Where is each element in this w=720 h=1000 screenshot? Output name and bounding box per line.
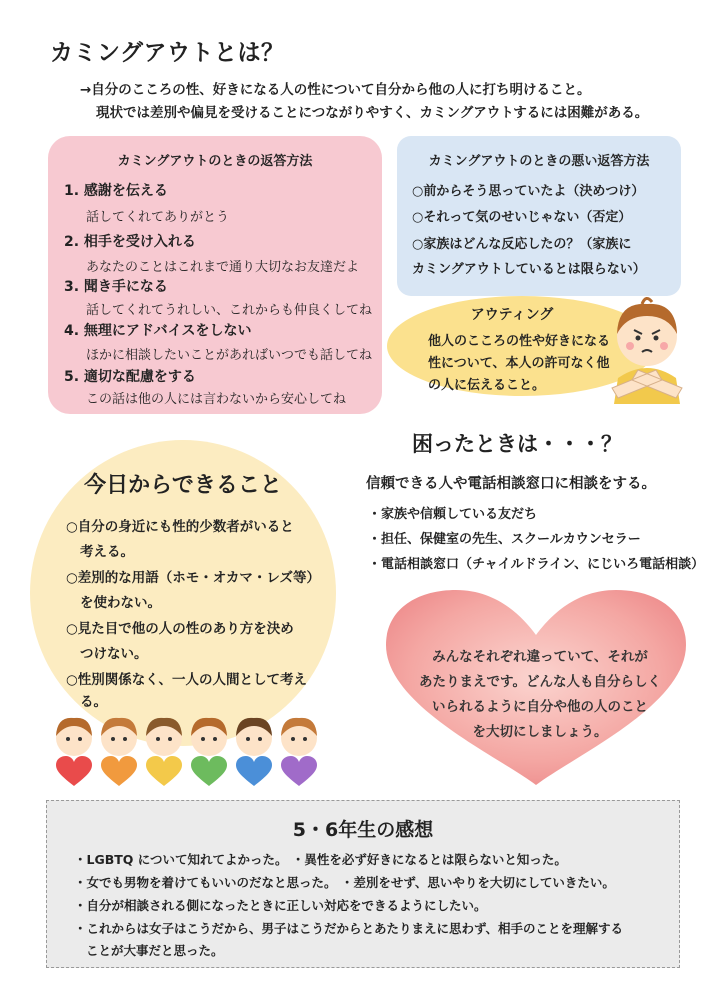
bad-response-item: カミングアウトしているとは限らない） xyxy=(412,262,646,277)
child-heart-icon xyxy=(236,718,272,786)
heart-text: いられるように自分や他の人のこと xyxy=(432,699,648,715)
good-response-example: あなたのことはこれまで通り大切なお友達だよ xyxy=(86,260,360,275)
today-text: つけない。 xyxy=(80,646,148,662)
outing-text: 性について、本人の許可なく他 xyxy=(428,356,610,371)
intro-line-1: →自分のこころの性、好きになる人の性について自分から他の人に打ち明けること。 xyxy=(80,82,591,98)
good-response-label: 4. 無理にアドバイスをしない xyxy=(64,323,252,339)
trouble-item: ・電話相談窓口（チャイルドライン、にじいろ電話相談） xyxy=(368,557,705,572)
bad-response-item: ○家族はどんな反応したの？（家族に xyxy=(412,237,632,252)
impression-item: ・自分が相談される側になったときに正しい対応をできるようにしたい。 xyxy=(74,898,487,913)
outing-text: 他人のこころの性や好きになる xyxy=(428,334,611,349)
heart-text: あたりまえです。どんな人も自分らしく xyxy=(419,674,661,690)
today-text: る。 xyxy=(80,694,107,710)
today-text: ○自分の身近にも性的少数者がいると xyxy=(66,519,294,535)
good-response-label: 2. 相手を受け入れる xyxy=(64,234,196,250)
child-heart-icon xyxy=(56,718,92,786)
page-title: カミングアウトとは？ xyxy=(50,40,285,66)
today-text: を使わない。 xyxy=(80,595,161,611)
today-text: ○性別関係なく、一人の人間として考え xyxy=(66,672,308,688)
trouble-item: ・家族や信頼している友だち xyxy=(368,507,538,522)
today-title: 今日からできること xyxy=(84,473,282,498)
impression-item: ・これからは女子はこうだから、男子はこうだからとあたりまえに思わず、相手のことを理解する xyxy=(74,921,624,936)
impression-item: ・LGBTQ について知れてよかった。 ・異性を必ず好きになるとは限らないと知った。 xyxy=(74,852,567,867)
impressions-title: 5・6年生の感想 xyxy=(292,819,434,841)
heart-text: みんなそれぞれ違っていて、それが xyxy=(432,649,648,665)
child-heart-icon xyxy=(281,718,317,786)
child-heart-icon xyxy=(101,718,137,786)
good-response-example: ほかに相談したいことがあればいつでも話してね xyxy=(86,348,373,363)
impression-item: ・女でも男物を着けてもいいのだなと思った。 ・差別をせず、思いやりを大切にしていきたい。 xyxy=(74,875,615,890)
trouble-main-text: 信頼できる人や電話相談窓口に相談をする。 xyxy=(366,476,656,492)
good-response-example: 話してくれてうれしい、これからも仲良くしてね xyxy=(86,303,373,318)
intro-line-2: 現状では差別や偏見を受けることにつながりやすく、カミングアウトするには困難がある。 xyxy=(96,105,649,121)
bad-responses-title: カミングアウトのときの悪い返答方法 xyxy=(428,154,650,169)
good-response-example: 話してくれてありがとう xyxy=(86,210,230,225)
good-responses-title: カミングアウトのときの返答方法 xyxy=(117,154,313,169)
good-response-label: 5. 適切な配慮をする xyxy=(64,369,196,385)
heart-text: を大切にしましょう。 xyxy=(472,724,608,740)
bad-response-item: ○それって気のせいじゃない（否定） xyxy=(412,210,632,225)
impression-item: ことが大事だと思った。 xyxy=(86,943,224,958)
crossed-arms-boy-icon xyxy=(606,288,688,404)
children-holding-hearts-icon xyxy=(52,712,332,792)
good-response-label: 3. 聞き手になる xyxy=(64,279,168,295)
child-heart-icon xyxy=(191,718,227,786)
trouble-item: ・担任、保健室の先生、スクールカウンセラー xyxy=(368,532,641,547)
good-response-example: この話は他の人には言わないから安心してね xyxy=(86,392,347,407)
bad-response-item: ○前からそう思っていたよ（決めつけ） xyxy=(412,184,645,199)
outing-title: アウティング xyxy=(470,307,554,323)
good-response-label: 1. 感謝を伝える xyxy=(64,183,168,199)
child-heart-icon xyxy=(146,718,182,786)
today-text: 考える。 xyxy=(80,544,134,560)
today-text: ○見た目で他の人の性のあり方を決め xyxy=(66,621,294,637)
today-text: ○差別的な用語（ホモ・オカマ・レズ等） xyxy=(66,570,320,586)
outing-text: の人に伝えること。 xyxy=(428,378,546,393)
trouble-title: 困ったときは・・・？ xyxy=(412,432,622,456)
